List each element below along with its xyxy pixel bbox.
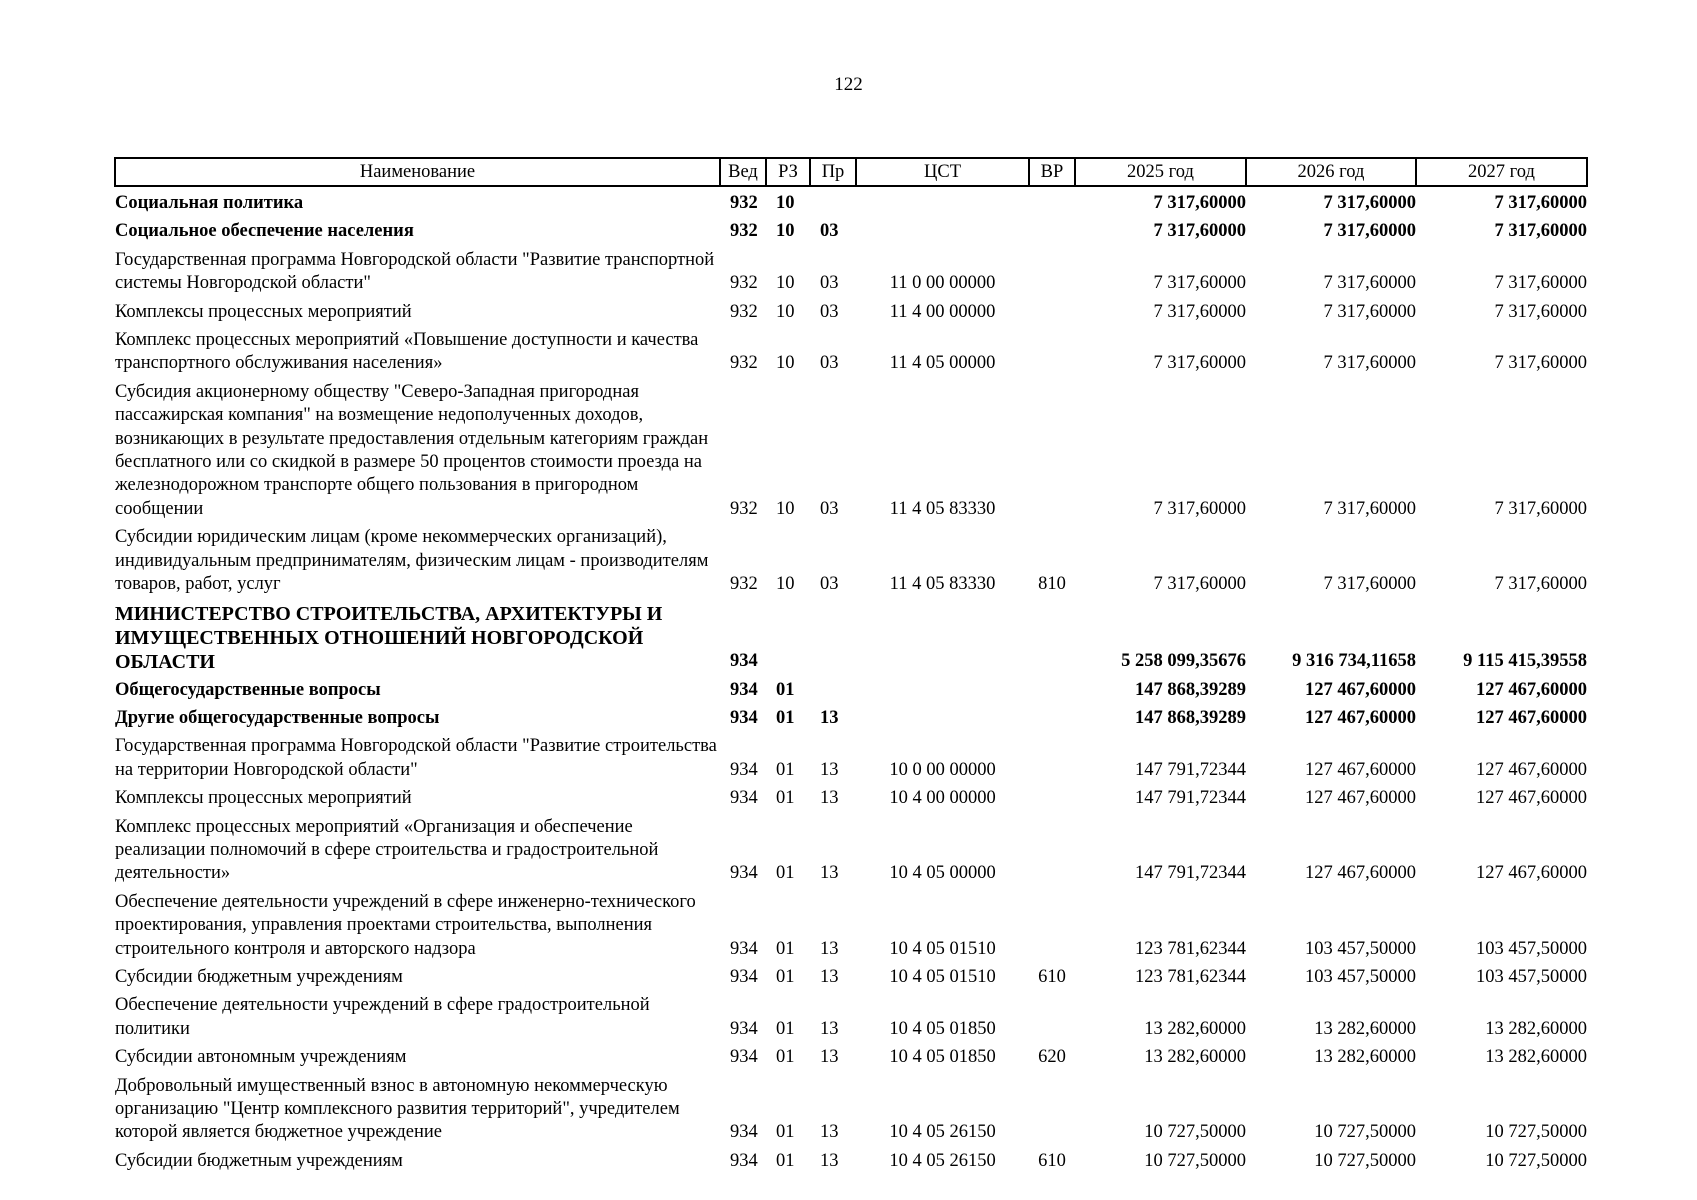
table-row <box>115 674 1587 702</box>
cell-vr <box>1029 886 1075 961</box>
cell-y2025: 7 317,60000 <box>1153 574 1246 595</box>
cell-pr: 13 <box>820 1122 839 1143</box>
cell-y2027: 7 317,60000 <box>1494 193 1587 213</box>
cell-pr: 13 <box>820 863 839 884</box>
cell-y2026: 10 727,50000 <box>1314 1122 1416 1143</box>
cell-pr: 13 <box>820 1150 839 1171</box>
cell-y2026: 10 727,50000 <box>1314 1150 1416 1171</box>
cell-cst: 10 4 05 26150 <box>889 1150 996 1171</box>
cell-y2025: 13 282,60000 <box>1144 1047 1246 1068</box>
cell-y2025: 10 727,50000 <box>1144 1150 1246 1171</box>
cell-y2025: 147 791,72344 <box>1135 863 1246 884</box>
cell-vr: 620 <box>1038 1047 1066 1068</box>
cell-cst: 10 0 00 00000 <box>889 759 996 780</box>
cell-ved: 934 <box>730 707 758 728</box>
cell-cst: 11 0 00 00000 <box>889 273 996 294</box>
cell-rz: 10 <box>776 353 795 374</box>
cell-ved: 932 <box>730 221 758 242</box>
table-row <box>115 886 1587 961</box>
table-row <box>115 296 1587 324</box>
table-row <box>115 730 1587 782</box>
cell-y2027: 127 467,60000 <box>1476 788 1587 809</box>
table-row <box>115 782 1587 810</box>
cell-name: Государственная программа Новгородской области "Развитие транспортной системы Новгородской области" <box>115 249 715 294</box>
cell-vr <box>1029 989 1075 1041</box>
cell-y2027: 10 727,50000 <box>1485 1150 1587 1171</box>
cell-y2026: 7 317,60000 <box>1323 353 1416 374</box>
table-row <box>115 1145 1587 1173</box>
cell-y2025: 147 791,72344 <box>1135 788 1246 809</box>
cell-vr <box>1029 376 1075 521</box>
cell-pr: 03 <box>820 353 839 374</box>
cell-pr: 13 <box>820 1047 839 1068</box>
cell-pr: 13 <box>820 966 839 987</box>
cell-rz: 01 <box>776 1018 795 1039</box>
cell-y2026: 13 282,60000 <box>1314 1047 1416 1068</box>
header-rz: РЗ <box>766 158 810 186</box>
cell-y2025: 7 317,60000 <box>1153 273 1246 294</box>
table-header <box>115 158 1587 186</box>
cell-vr <box>1029 215 1075 243</box>
header-vr: ВР <box>1029 158 1075 186</box>
cell-y2026: 127 467,60000 <box>1305 759 1416 780</box>
cell-y2027: 9 115 415,39558 <box>1463 651 1587 672</box>
cell-name: Государственная программа Новгородской области "Развитие строительства на территории Новгородской области" <box>115 736 717 780</box>
cell-name: Социальное обеспечение населения <box>115 221 414 242</box>
cell-y2025: 123 781,62344 <box>1135 938 1246 959</box>
header-2026: 2026 год <box>1246 158 1416 186</box>
cell-ved: 934 <box>730 1047 758 1068</box>
cell-y2025: 13 282,60000 <box>1144 1018 1246 1039</box>
cell-y2025: 147 791,72344 <box>1135 759 1246 780</box>
cell-rz: 10 <box>776 574 795 595</box>
cell-vr <box>1029 1070 1075 1145</box>
cell-ved: 934 <box>730 1150 758 1171</box>
cell-ved: 934 <box>730 788 758 809</box>
cell-y2027: 127 467,60000 <box>1476 759 1587 780</box>
table-row <box>115 244 1587 296</box>
table-row <box>115 376 1587 521</box>
cell-y2027: 7 317,60000 <box>1494 273 1587 294</box>
cell-pr: 03 <box>820 273 839 294</box>
cell-pr: 03 <box>820 301 839 322</box>
header-name: Наименование <box>115 158 720 186</box>
cell-ved: 932 <box>730 273 758 294</box>
cell-y2027: 7 317,60000 <box>1494 221 1587 242</box>
cell-pr: 13 <box>820 707 839 728</box>
cell-cst: 11 4 05 00000 <box>889 353 996 374</box>
cell-y2027: 13 282,60000 <box>1485 1047 1587 1068</box>
cell-y2025: 5 258 099,35676 <box>1121 651 1246 672</box>
cell-name: Субсидии бюджетным учреждениям <box>115 1150 403 1171</box>
cell-y2025: 147 868,39289 <box>1135 679 1246 700</box>
cell-y2026: 127 467,60000 <box>1305 679 1416 700</box>
cell-cst: 10 4 05 26150 <box>889 1122 996 1143</box>
header-2027: 2027 год <box>1416 158 1587 186</box>
cell-rz: 01 <box>776 788 795 809</box>
cell-y2027: 7 317,60000 <box>1494 498 1587 519</box>
cell-y2026: 7 317,60000 <box>1323 498 1416 519</box>
cell-vr: 610 <box>1038 1150 1066 1171</box>
cell-rz: 10 <box>776 221 795 242</box>
cell-y2026: 103 457,50000 <box>1305 966 1416 987</box>
cell-cst: 10 4 05 01850 <box>889 1018 996 1039</box>
cell-cst: 11 4 05 83330 <box>889 498 996 519</box>
cell-name: Комплексы процессных мероприятий <box>115 301 412 322</box>
cell-vr <box>1029 811 1075 886</box>
cell-rz: 01 <box>776 707 795 728</box>
cell-rz: 01 <box>776 679 795 700</box>
cell-vr <box>1029 244 1075 296</box>
cell-ved: 932 <box>730 353 758 374</box>
cell-ved: 932 <box>730 498 758 519</box>
cell-pr <box>810 186 856 215</box>
table-row <box>115 1041 1587 1069</box>
budget-table <box>114 157 1588 1173</box>
cell-vr <box>1029 324 1075 376</box>
cell-cst <box>856 597 1029 674</box>
cell-y2026: 9 316 734,11658 <box>1292 651 1416 672</box>
cell-y2027: 10 727,50000 <box>1485 1122 1587 1143</box>
cell-pr: 13 <box>820 1018 839 1039</box>
cell-name: МИНИСТЕРСТВО СТРОИТЕЛЬСТВА, АРХИТЕКТУРЫ И ИМУЩЕСТВЕННЫХ ОТНОШЕНИЙ НОВГОРОДСКОЙ ОБЛАСТИ <box>115 602 663 673</box>
cell-y2026: 7 317,60000 <box>1323 221 1416 242</box>
cell-y2026: 103 457,50000 <box>1305 938 1416 959</box>
cell-rz <box>766 597 810 674</box>
cell-cst: 10 4 05 01510 <box>889 938 996 959</box>
cell-ved: 932 <box>730 301 758 322</box>
table-row <box>115 215 1587 243</box>
cell-name: Общегосударственные вопросы <box>115 679 381 700</box>
cell-name: Обеспечение деятельности учреждений в сфере градостроительной политики <box>115 995 650 1039</box>
cell-vr <box>1029 674 1075 702</box>
cell-ved: 934 <box>730 1122 758 1143</box>
table-row <box>115 961 1587 989</box>
cell-ved: 934 <box>730 679 758 700</box>
cell-cst: 10 4 05 01510 <box>889 966 996 987</box>
cell-vr: 810 <box>1038 574 1066 595</box>
cell-y2025: 147 868,39289 <box>1135 707 1246 728</box>
cell-pr: 13 <box>820 788 839 809</box>
table-row <box>115 324 1587 376</box>
cell-ved: 934 <box>730 759 758 780</box>
cell-rz: 10 <box>776 498 795 519</box>
cell-cst: 11 4 00 00000 <box>889 301 996 322</box>
cell-pr <box>810 597 856 674</box>
cell-y2026: 7 317,60000 <box>1323 273 1416 294</box>
cell-rz: 01 <box>776 863 795 884</box>
cell-pr: 03 <box>820 221 839 242</box>
cell-y2025: 7 317,60000 <box>1153 193 1246 213</box>
cell-y2026: 13 282,60000 <box>1314 1018 1416 1039</box>
cell-ved: 934 <box>730 966 758 987</box>
cell-cst: 11 4 05 83330 <box>889 574 996 595</box>
cell-y2027: 103 457,50000 <box>1476 938 1587 959</box>
cell-name: Комплекс процессных мероприятий «Повышение доступности и качества транспортного обслуживания населения» <box>115 330 699 374</box>
cell-name: Обеспечение деятельности учреждений в сфере инженерно-технического проектирования, управления проектами строительства, выполнения строительного контроля и авторского надзора <box>115 891 696 959</box>
cell-pr <box>810 674 856 702</box>
cell-y2026: 127 467,60000 <box>1305 863 1416 884</box>
cell-vr <box>1029 782 1075 810</box>
cell-name: Комплексы процессных мероприятий <box>115 788 412 809</box>
cell-cst <box>856 702 1029 730</box>
cell-name: Субсидии бюджетным учреждениям <box>115 966 403 987</box>
cell-ved: 934 <box>730 1018 758 1039</box>
cell-rz: 10 <box>776 273 795 294</box>
cell-y2026: 7 317,60000 <box>1323 193 1416 213</box>
cell-y2026: 7 317,60000 <box>1323 574 1416 595</box>
cell-y2025: 10 727,50000 <box>1144 1122 1246 1143</box>
table-row <box>115 702 1587 730</box>
cell-ved: 934 <box>730 938 758 959</box>
cell-y2027: 127 467,60000 <box>1476 679 1587 700</box>
table-row <box>115 186 1587 215</box>
cell-name: Субсидия акционерному обществу "Северо-Западная пригородная пассажирская компания" на возмещение недополученных доходов, возникающих в результате предоставления отдельным категориям граждан бесплатного или со скидкой в размере 50 процентов стоимости проезда на железнодорожном транспорте общего пользования в пригородном сообщении <box>115 381 709 519</box>
cell-vr <box>1029 296 1075 324</box>
cell-y2026: 7 317,60000 <box>1323 301 1416 322</box>
cell-y2025: 7 317,60000 <box>1153 498 1246 519</box>
cell-rz: 10 <box>776 301 795 322</box>
cell-cst <box>856 186 1029 215</box>
cell-y2027: 127 467,60000 <box>1476 707 1587 728</box>
cell-rz: 01 <box>776 938 795 959</box>
cell-name: Социальная политика <box>115 193 304 213</box>
table-row <box>115 597 1587 674</box>
cell-cst: 10 4 00 00000 <box>889 788 996 809</box>
page-number: 122 <box>834 74 863 95</box>
cell-y2025: 7 317,60000 <box>1153 301 1246 322</box>
cell-vr <box>1029 730 1075 782</box>
table-body <box>115 186 1587 1173</box>
cell-y2027: 7 317,60000 <box>1494 574 1587 595</box>
cell-ved: 932 <box>730 193 758 213</box>
table-row <box>115 1070 1587 1145</box>
cell-name: Комплекс процессных мероприятий «Организация и обеспечение реализации полномочий в сфере строительства и градостроительной деятельности» <box>115 816 659 884</box>
cell-name: Добровольный имущественный взнос в автономную некоммерческую организацию "Центр комплексного развития территорий", учредителем которой является бюджетное учреждение <box>115 1075 680 1143</box>
cell-ved: 934 <box>730 863 758 884</box>
cell-pr: 03 <box>820 498 839 519</box>
cell-cst <box>856 215 1029 243</box>
cell-y2027: 7 317,60000 <box>1494 301 1587 322</box>
cell-vr <box>1029 186 1075 215</box>
cell-y2027: 103 457,50000 <box>1476 966 1587 987</box>
cell-name: Другие общегосударственные вопросы <box>115 707 440 728</box>
cell-rz: 01 <box>776 966 795 987</box>
header-2025: 2025 год <box>1075 158 1246 186</box>
cell-name: Субсидии автономным учреждениям <box>115 1047 407 1068</box>
cell-cst: 10 4 05 01850 <box>889 1047 996 1068</box>
cell-vr: 610 <box>1038 966 1066 987</box>
cell-y2026: 127 467,60000 <box>1305 788 1416 809</box>
table-row <box>115 989 1587 1041</box>
cell-rz: 01 <box>776 1150 795 1171</box>
cell-rz: 01 <box>776 1047 795 1068</box>
header-pr: Пр <box>810 158 856 186</box>
cell-name: Субсидии юридическим лицам (кроме некоммерческих организаций), индивидуальным предпринимателям, физическим лицам - производителям товаров, работ, услуг <box>115 527 709 595</box>
cell-y2025: 7 317,60000 <box>1153 221 1246 242</box>
cell-cst <box>856 674 1029 702</box>
cell-ved: 932 <box>730 574 758 595</box>
table-row <box>115 811 1587 886</box>
cell-pr: 13 <box>820 938 839 959</box>
cell-pr: 03 <box>820 574 839 595</box>
cell-rz: 01 <box>776 759 795 780</box>
cell-y2027: 13 282,60000 <box>1485 1018 1587 1039</box>
header-row <box>115 158 1587 186</box>
cell-cst: 10 4 05 00000 <box>889 863 996 884</box>
cell-ved: 934 <box>730 651 758 672</box>
cell-y2027: 127 467,60000 <box>1476 863 1587 884</box>
cell-y2025: 7 317,60000 <box>1153 353 1246 374</box>
cell-vr <box>1029 597 1075 674</box>
cell-y2027: 7 317,60000 <box>1494 353 1587 374</box>
cell-y2025: 123 781,62344 <box>1135 966 1246 987</box>
header-cst: ЦСТ <box>856 158 1029 186</box>
cell-y2026: 127 467,60000 <box>1305 707 1416 728</box>
cell-rz: 10 <box>776 193 795 213</box>
table-row <box>115 521 1587 596</box>
cell-vr <box>1029 702 1075 730</box>
cell-pr: 13 <box>820 759 839 780</box>
cell-rz: 01 <box>776 1122 795 1143</box>
header-ved: Вед <box>720 158 766 186</box>
